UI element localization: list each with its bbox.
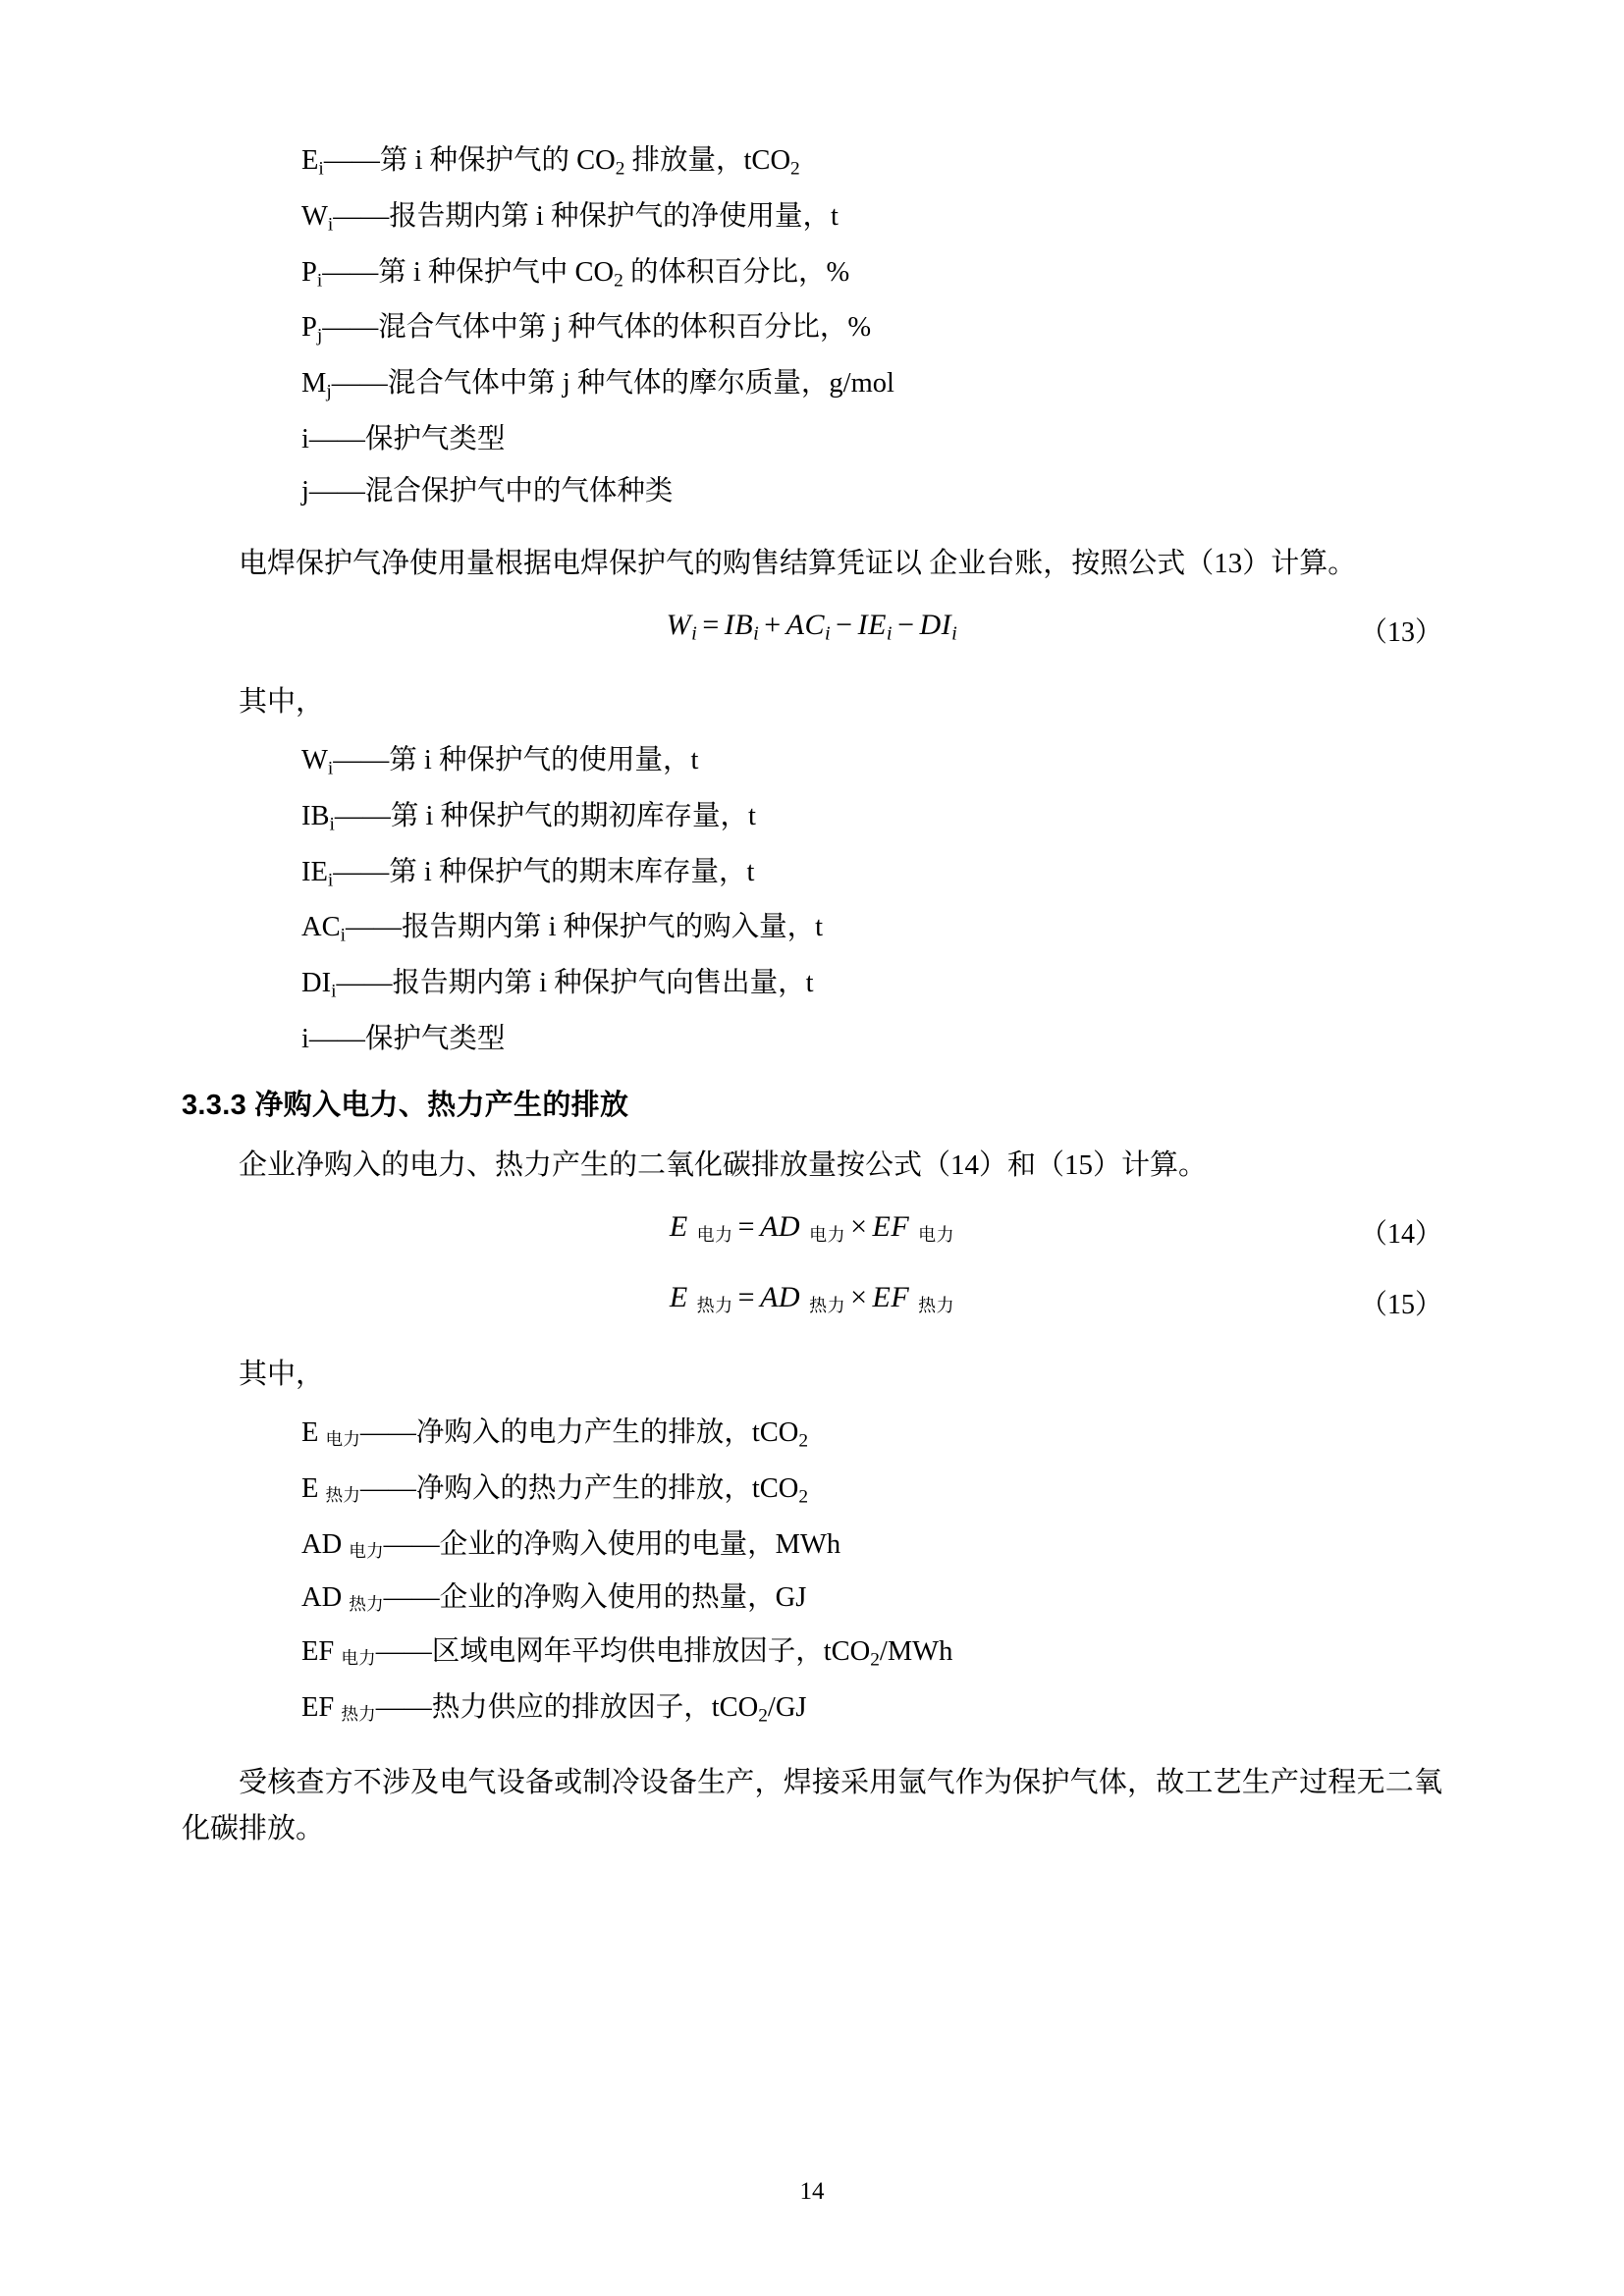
- definition-line: $IE_i——$第 i 种保护气的期末库存量，t: [301, 856, 755, 890]
- definition-line: $AC_i——$报告期内第 i 种保护气的购入量，t: [301, 912, 824, 946]
- definition-line: $W_i——$报告期内第 i 种保护气的净使用量，t: [301, 200, 839, 236]
- definition-line: AD 电力——企业的净购入使用的电量，MWh: [301, 1528, 841, 1561]
- paragraph-conclusion: 受核查方不涉及电气设备或制冷设备生产，焊接采用氩气作为保护气体，故工艺生产过程无二氧化碳排放。: [182, 1766, 1442, 1844]
- formula-13: $W_i = IB_i + AC_i - IE_i - DI_i$: [666, 608, 958, 645]
- section-heading-3-3-3: 3.3.3 净购入电力、热力产生的排放: [182, 1090, 629, 1122]
- formula-14-number: （14）: [1359, 1219, 1442, 1251]
- formula-14: E 电力 = AD 电力 × EF 电力: [669, 1210, 955, 1245]
- paragraph-electricity-heat: 企业净购入的电力、热力产生的二氧化碳排放量按公式（14）和（15）计算。: [239, 1149, 1208, 1182]
- definition-line: $IB_i——$第 i 种保护气的期初库存量，t: [301, 800, 756, 835]
- definition-line: i——保护气类型: [301, 423, 506, 454]
- definition-line: EF 热力——热力供应的排放因子，tCO$_2$/GJ: [301, 1691, 807, 1727]
- formula-15-row: [182, 1281, 1442, 1326]
- definition-line: $P_i——$第 i 种保护气中 $CO_2$ 的体积百分比，%: [301, 256, 850, 292]
- definition-line: j——混合保护气中的气体种类: [301, 476, 674, 507]
- page-content: [182, 147, 1442, 1852]
- formula-13-row: [182, 609, 1442, 654]
- formula-14-row: [182, 1210, 1442, 1255]
- definition-line: EF 电力——区域电网年平均供电排放因子，tCO$_2$/MWh: [301, 1636, 953, 1671]
- definition-line: E 电力——净购入的电力产生的排放，tCO$_2$: [301, 1417, 809, 1452]
- definition-line: i——保护气类型: [301, 1023, 506, 1054]
- formula-15: E 热力 = AD 热力 × EF 热力: [669, 1281, 955, 1315]
- definition-line: E 热力——净购入的热力产生的排放，tCO$_2$: [301, 1473, 809, 1508]
- definition-line: $P_j——$混合气体中第 j 种气体的体积百分比，%: [301, 312, 872, 347]
- qizhong-label-2: 其中，: [239, 1359, 325, 1391]
- qizhong-label-1: 其中，: [239, 685, 325, 718]
- definition-line: $DI_i——$报告期内第 i 种保护气向售出量，t: [301, 968, 814, 1002]
- formula-15-number: （15）: [1359, 1290, 1442, 1321]
- definition-line: $W_i——$第 i 种保护气的使用量，t: [301, 744, 699, 779]
- page-number: 14: [799, 2178, 825, 2205]
- definition-line: $M_j——$混合气体中第 j 种气体的摩尔质量，g/mol: [301, 368, 894, 402]
- definition-line: $E_i——$第 i 种保护气的 $CO_2$ 排放量，tCO$_2$: [301, 145, 800, 180]
- formula-13-number: （13）: [1359, 616, 1442, 648]
- paragraph-welding-gas: 电焊保护气净使用量根据电焊保护气的购售结算凭证以 企业台账，按照公式（13）计算。: [239, 547, 1357, 579]
- definition-line: AD 热力——企业的净购入使用的热量，GJ: [301, 1582, 807, 1615]
